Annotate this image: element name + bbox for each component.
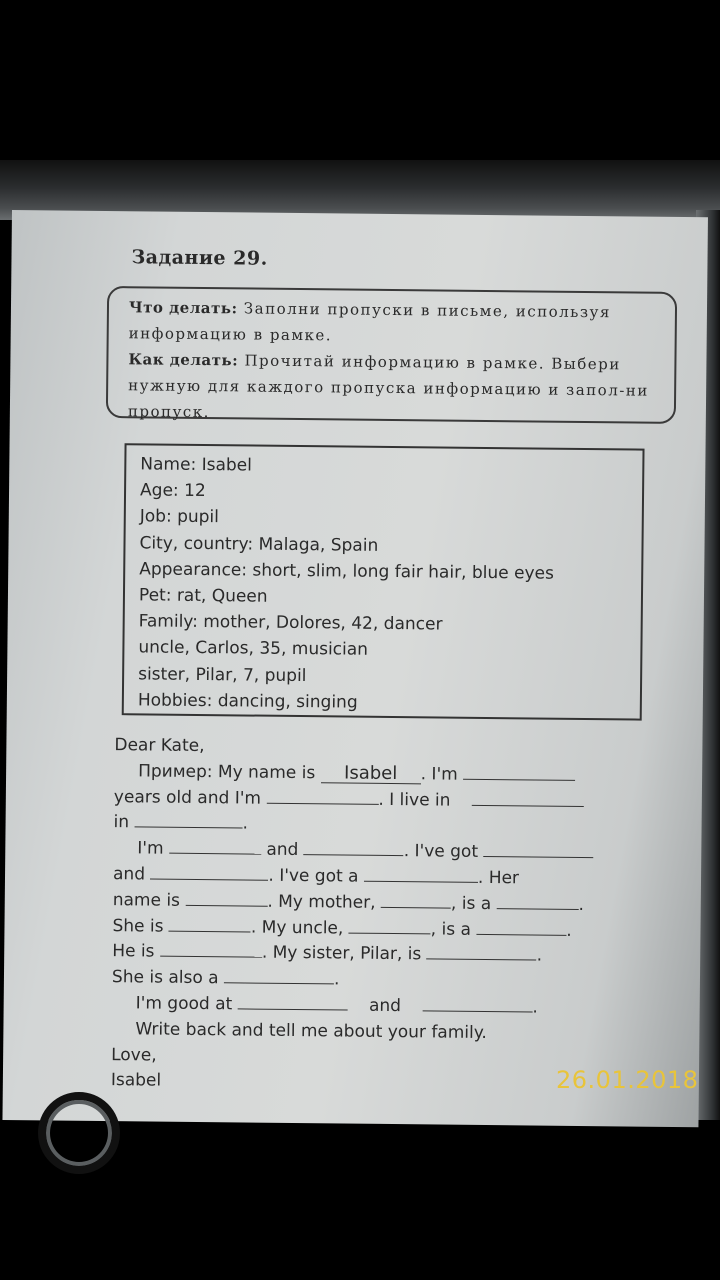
info-line: City, country: Malaga, Spain <box>139 532 379 556</box>
blank-field[interactable] <box>483 842 593 858</box>
how-label: Как делать: <box>128 350 239 370</box>
blank-field[interactable] <box>238 994 348 1010</box>
letter-line-2: years old and I'm . I live in <box>114 785 654 816</box>
instructions-box <box>106 286 677 424</box>
blank-field[interactable] <box>422 996 532 1012</box>
blank-field[interactable] <box>185 891 267 907</box>
workbook-page <box>2 210 707 1127</box>
blank-field[interactable] <box>381 893 451 909</box>
letter-signature: Isabel <box>110 1070 162 1091</box>
info-line: uncle, Carlos, 35, musician <box>138 637 369 661</box>
blank-field[interactable] <box>150 864 268 880</box>
info-line: Name: Isabel <box>140 454 252 476</box>
blank-field[interactable] <box>463 765 575 781</box>
blank-field[interactable] <box>160 942 262 958</box>
how-text: Прочитай информацию в рамке. Выбери нужную для каждого пропуска информацию и запол-ни пропуск. <box>127 351 649 422</box>
letter-closing: Love, <box>111 1044 157 1066</box>
blank-field[interactable] <box>169 916 251 932</box>
letter-line-9: She is also a . <box>111 967 340 990</box>
blank-field[interactable] <box>224 968 334 984</box>
blank-field[interactable] <box>427 945 537 961</box>
info-line: Age: 12 <box>139 480 206 502</box>
blank-field[interactable] <box>476 919 566 935</box>
example-answer: Isabel <box>321 764 421 784</box>
letter-line-4: I'm and . I've got <box>113 836 653 867</box>
blank-field[interactable] <box>472 790 584 806</box>
task-title: Задание 29. <box>131 246 268 270</box>
letter-line-7: She is . My uncle, , is a . <box>112 915 572 941</box>
blank-field[interactable] <box>134 813 242 829</box>
what-label: Что делать: <box>128 298 238 318</box>
photo-date-stamp: 26.01.2018 <box>556 1066 699 1094</box>
letter-line-10: I'm good at and . <box>135 993 538 1018</box>
letter-line-3: in . <box>113 812 249 834</box>
letter-greeting: Dear Kate, <box>114 735 205 757</box>
letter-line-5: and . I've got a . Her <box>112 864 520 889</box>
info-line: Pet: rat, Queen <box>138 585 268 607</box>
info-line: Appearance: short, slim, long fair hair, blue eyes <box>139 559 555 584</box>
blank-field[interactable] <box>349 918 431 934</box>
info-line: Hobbies: dancing, singing <box>137 690 358 713</box>
what-text: Заполни пропуски в письме, используя информацию в рамке. <box>128 299 611 345</box>
info-box <box>122 443 645 720</box>
letter-line-6: name is . My mother, , is a . <box>112 889 585 915</box>
letter <box>111 733 655 1100</box>
binder-ring <box>38 1092 120 1174</box>
info-line: Job: pupil <box>139 506 220 528</box>
blank-field[interactable] <box>266 788 378 804</box>
letter-line-1: Пример: My name is Isabel . I'm <box>114 759 654 790</box>
letter-line-8: He is . My sister, Pilar, is . <box>112 941 543 966</box>
info-line: Family: mother, Dolores, 42, dancer <box>138 611 443 635</box>
blank-field[interactable] <box>497 894 579 910</box>
letter-line-11: Write back and tell me about your family. <box>135 1019 487 1043</box>
blank-field[interactable] <box>304 840 404 856</box>
blank-field[interactable] <box>169 839 261 855</box>
blank-field[interactable] <box>364 867 478 883</box>
info-line: sister, Pilar, 7, pupil <box>138 663 307 686</box>
